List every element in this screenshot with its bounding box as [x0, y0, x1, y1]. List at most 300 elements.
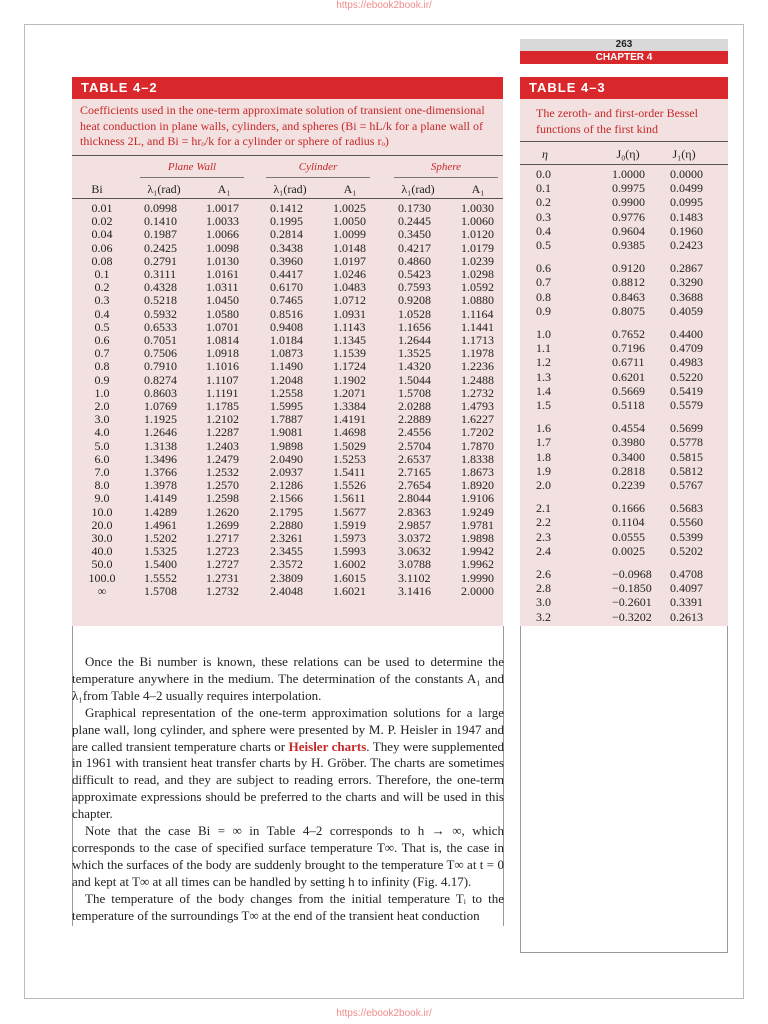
eta-cell: 0.8 [536, 289, 551, 304]
bessel-value-cell: −0.0968 [612, 567, 652, 581]
value-cell: 1.1925 [144, 412, 177, 427]
value-cell: 1.5526 [333, 478, 366, 493]
value-cell: 1.9962 [461, 557, 494, 572]
value-cell: 0.9208 [398, 293, 431, 308]
bessel-row [520, 238, 728, 252]
bessel-row [520, 195, 728, 209]
table-4-3-caption: The zeroth- and first-order Bessel functions of the first kind [536, 106, 698, 136]
bessel-value-cell: 0.4400 [670, 327, 703, 341]
bi-cell: ∞ [97, 583, 107, 598]
bi-cell: 9.0 [94, 491, 110, 506]
value-cell: 1.5973 [333, 531, 366, 545]
footer-url[interactable]: https://ebook2book.ir/ [336, 1008, 432, 1019]
value-cell: 0.2814 [270, 227, 303, 242]
eta-cell: 0.0 [536, 167, 551, 181]
value-cell: 1.2699 [206, 517, 239, 532]
value-cell: 1.9781 [461, 517, 494, 532]
bessel-row [520, 181, 728, 195]
bessel-value-cell: 0.9975 [612, 181, 645, 196]
value-cell: 2.2889 [398, 412, 431, 427]
bessel-value-cell: 0.0025 [612, 543, 645, 558]
group-rule [266, 177, 370, 178]
table-row [72, 426, 503, 439]
value-cell: 1.0311 [206, 280, 239, 295]
page-number: 263 [520, 39, 728, 51]
bessel-row [520, 567, 728, 581]
value-cell: 1.2723 [206, 544, 239, 559]
value-cell: 1.2236 [461, 359, 494, 374]
bessel-value-cell: −0.2601 [612, 595, 652, 610]
value-cell: 3.0372 [398, 531, 431, 545]
heisler-charts-term: Heisler charts [288, 738, 367, 754]
value-cell: 1.5202 [144, 531, 177, 545]
eta-cell: 2.0 [536, 478, 551, 492]
table-row [72, 466, 503, 479]
value-cell: 1.6021 [333, 583, 366, 598]
table-row [72, 413, 503, 426]
value-cell: 1.9106 [461, 491, 494, 506]
bessel-value-cell: 0.5683 [670, 501, 703, 516]
bessel-value-cell: 0.5419 [670, 383, 703, 398]
value-cell: 1.3978 [144, 478, 177, 493]
value-cell: 1.0450 [206, 293, 239, 308]
value-cell: 1.0483 [333, 280, 366, 295]
value-cell: 1.1713 [461, 333, 494, 347]
eta-cell: 2.8 [536, 581, 551, 596]
bessel-row [520, 398, 728, 412]
value-cell: 1.2598 [206, 491, 239, 506]
bessel-value-cell: 0.5767 [670, 478, 703, 492]
value-cell: 1.2488 [461, 372, 494, 387]
bessel-value-cell: 0.2867 [670, 261, 703, 276]
table-row [72, 532, 503, 545]
group-rule [140, 177, 244, 178]
value-cell: 1.0592 [461, 280, 494, 295]
bessel-value-cell: 0.6711 [612, 355, 645, 370]
value-cell: 1.1902 [333, 372, 366, 387]
value-cell: 1.2558 [270, 385, 303, 400]
value-cell: 1.3384 [333, 399, 366, 413]
value-cell: 0.6533 [144, 319, 177, 334]
eta-cell: 0.4 [536, 223, 551, 238]
col-header-lambda: λ₁(rad) [147, 182, 181, 196]
value-cell: 1.4320 [398, 359, 431, 374]
value-cell: 1.0017 [206, 201, 239, 215]
eta-cell: 0.3 [536, 209, 551, 224]
bi-cell: 0.06 [91, 240, 113, 255]
bessel-value-cell: 0.8075 [612, 303, 645, 318]
bessel-row [520, 384, 728, 398]
bessel-value-cell: 0.3980 [612, 435, 645, 450]
value-cell: 1.8920 [461, 478, 494, 493]
bi-cell: 100.0 [88, 570, 116, 585]
eta-cell: 1.8 [536, 449, 551, 464]
bessel-row [520, 370, 728, 384]
bessel-value-cell: 0.0555 [612, 529, 645, 544]
value-cell: 1.0298 [461, 267, 494, 281]
table-row [72, 479, 503, 492]
value-cell: 1.5995 [270, 399, 303, 413]
value-cell: 1.0050 [333, 214, 366, 229]
value-cell: 0.5218 [144, 293, 177, 308]
value-cell: 1.9898 [461, 531, 494, 545]
value-cell: 1.9081 [270, 425, 303, 440]
bi-cell: 3.0 [94, 412, 110, 427]
bi-cell: 6.0 [94, 451, 110, 466]
value-cell: 1.5708 [398, 385, 431, 400]
value-cell: 0.5423 [398, 267, 431, 281]
bi-cell: 0.01 [91, 201, 113, 215]
bessel-row [520, 581, 728, 595]
value-cell: 1.6227 [461, 412, 494, 427]
table-row [72, 242, 503, 255]
bessel-value-cell: 0.1666 [612, 501, 645, 516]
value-cell: 0.6170 [270, 280, 303, 295]
bessel-value-cell: 0.0499 [670, 181, 703, 196]
table-row [72, 268, 503, 281]
col-header-lambda: λ₁(rad) [401, 182, 435, 196]
bessel-value-cell: 0.3391 [670, 595, 703, 610]
table-row [72, 347, 503, 360]
paragraph-4: The temperature of the body changes from the initial temperature Tᵢ to the temperature of the surroundings T∞ at the end of the transient heat conduction [72, 890, 504, 923]
bessel-value-cell: 0.1104 [612, 515, 645, 530]
value-cell: 1.1978 [461, 346, 494, 361]
value-cell: 0.3111 [144, 267, 177, 281]
value-cell: 1.5919 [333, 517, 366, 532]
table-row [72, 585, 503, 598]
value-cell: 1.0769 [144, 399, 177, 413]
value-cell: 0.8603 [144, 385, 177, 400]
table-row [72, 281, 503, 294]
value-cell: 1.2287 [206, 425, 239, 440]
bessel-row [520, 355, 728, 369]
bessel-value-cell: 0.4708 [670, 567, 703, 581]
group-rule [394, 177, 498, 178]
bessel-value-cell: 0.5399 [670, 529, 703, 544]
value-cell: 1.6002 [333, 557, 366, 572]
value-cell: 2.9857 [398, 517, 431, 532]
bi-cell: 0.04 [91, 227, 113, 242]
eta-cell: 2.1 [536, 501, 551, 516]
bessel-value-cell: 1.0000 [612, 167, 645, 181]
bessel-row [520, 478, 728, 492]
value-cell: 1.1191 [206, 385, 239, 400]
eta-cell: 3.2 [536, 609, 551, 624]
bessel-value-cell: 0.8812 [612, 275, 645, 290]
table-4-2-header-rule [72, 198, 503, 199]
bessel-row [520, 544, 728, 558]
eta-cell: 0.5 [536, 238, 551, 252]
value-cell: 3.1416 [398, 583, 431, 598]
col-header-lambda: λ₁(rad) [273, 182, 307, 196]
bessel-row [520, 464, 728, 478]
bi-cell: 0.5 [94, 319, 110, 334]
value-cell: 1.0060 [461, 214, 494, 229]
value-cell: 1.2732 [461, 385, 494, 400]
table-row [72, 440, 503, 453]
table-row [72, 387, 503, 400]
bessel-row [520, 610, 728, 624]
bessel-value-cell: 0.0000 [670, 167, 703, 181]
value-cell: 1.0120 [461, 227, 494, 242]
value-cell: 2.3261 [270, 531, 303, 545]
table-row [72, 202, 503, 215]
bi-cell: 0.9 [94, 372, 110, 387]
value-cell: 1.5708 [144, 583, 177, 598]
table-row [72, 572, 503, 585]
bi-cell: 0.2 [94, 280, 110, 295]
bessel-value-cell: 0.5815 [670, 449, 703, 464]
eta-cell: 2.2 [536, 515, 551, 530]
header-url[interactable]: https://ebook2book.ir/ [336, 0, 432, 11]
bi-cell: 50.0 [91, 557, 113, 572]
value-cell: 0.3960 [270, 253, 303, 268]
value-cell: 1.7202 [461, 425, 494, 440]
bessel-value-cell: 0.7652 [612, 327, 645, 341]
eta-cell: 2.3 [536, 529, 551, 544]
table-row [72, 545, 503, 558]
bi-cell: 0.7 [94, 346, 110, 361]
eta-cell: 1.2 [536, 355, 551, 370]
value-cell: 1.8673 [461, 465, 494, 479]
value-cell: 1.0161 [206, 267, 239, 281]
table-row [72, 334, 503, 347]
table-row [72, 506, 503, 519]
table-row [72, 558, 503, 571]
bi-cell: 40.0 [91, 544, 113, 559]
value-cell: 1.0025 [333, 201, 366, 215]
value-cell: 1.5400 [144, 557, 177, 572]
col-header-bi: Bi [91, 182, 103, 196]
value-cell: 0.4328 [144, 280, 177, 295]
table-4-2-top-rule [72, 155, 503, 156]
value-cell: 2.5704 [398, 438, 431, 453]
bessel-row [520, 530, 728, 544]
value-cell: 0.4417 [270, 267, 303, 281]
value-cell: 1.1345 [333, 333, 366, 347]
bi-cell: 30.0 [91, 531, 113, 545]
bi-cell: 0.1 [94, 267, 110, 281]
value-cell: 0.8274 [144, 372, 177, 387]
bessel-value-cell: 0.5812 [670, 463, 703, 478]
value-cell: 1.0239 [461, 253, 494, 268]
group-cylinder: Cylinder [298, 161, 338, 173]
value-cell: 1.4289 [144, 504, 177, 519]
eta-cell: 1.4 [536, 383, 551, 398]
col-header-a1: A₁ [343, 182, 357, 196]
bessel-value-cell: 0.4983 [670, 355, 703, 370]
bessel-row [520, 450, 728, 464]
table-row [72, 519, 503, 532]
bi-cell: 8.0 [94, 478, 110, 493]
value-cell: 1.5677 [333, 504, 366, 519]
value-cell: 3.0788 [398, 557, 431, 572]
bessel-row [520, 501, 728, 515]
bessel-value-cell: 0.2613 [670, 609, 703, 624]
bi-cell: 20.0 [91, 517, 113, 532]
bessel-row [520, 421, 728, 435]
bessel-value-cell: 0.5778 [670, 435, 703, 450]
value-cell: 1.5044 [398, 372, 431, 387]
eta-cell: 1.5 [536, 398, 551, 412]
bessel-row [520, 327, 728, 341]
value-cell: 1.1656 [398, 319, 431, 334]
bi-cell: 0.08 [91, 253, 113, 268]
value-cell: 1.4698 [333, 425, 366, 440]
table-row [72, 215, 503, 228]
value-cell: 1.2731 [206, 570, 239, 585]
value-cell: 1.2048 [270, 372, 303, 387]
bessel-value-cell: 0.5560 [670, 515, 703, 530]
value-cell: 1.0931 [333, 306, 366, 321]
value-cell: 1.2620 [206, 504, 239, 519]
value-cell: 2.8363 [398, 504, 431, 519]
value-cell: 1.1143 [333, 319, 366, 334]
eta-cell: 0.1 [536, 181, 551, 196]
bessel-row [520, 290, 728, 304]
bi-cell: 0.3 [94, 293, 110, 308]
bessel-value-cell: 0.9385 [612, 238, 645, 252]
value-cell: 0.8516 [270, 306, 303, 321]
value-cell: 0.3438 [270, 240, 303, 255]
value-cell: 1.2102 [206, 412, 239, 427]
table-row [72, 255, 503, 268]
table-row [72, 308, 503, 321]
eta-cell: 3.0 [536, 595, 551, 610]
value-cell: 0.4860 [398, 253, 431, 268]
value-cell: 0.1987 [144, 227, 177, 242]
bessel-value-cell: 0.3290 [670, 275, 703, 290]
value-cell: 1.9942 [461, 544, 494, 559]
value-cell: 1.4961 [144, 517, 177, 532]
eta-cell: 1.9 [536, 463, 551, 478]
bessel-value-cell: −0.1850 [612, 581, 652, 596]
bessel-value-cell: 0.2818 [612, 463, 645, 478]
bi-cell: 2.0 [94, 399, 110, 413]
bi-cell: 0.6 [94, 333, 110, 347]
col-header-j1: J₁(η) [672, 147, 696, 161]
value-cell: 2.1286 [270, 478, 303, 493]
bessel-row [520, 224, 728, 238]
value-cell: 1.0033 [206, 214, 239, 229]
value-cell: 2.7165 [398, 465, 431, 479]
value-cell: 1.0580 [206, 306, 239, 321]
value-cell: 0.7465 [270, 293, 303, 308]
bessel-value-cell: 0.9604 [612, 223, 645, 238]
bessel-row [520, 167, 728, 181]
bessel-value-cell: 0.2423 [670, 238, 703, 252]
value-cell: 2.0937 [270, 465, 303, 479]
bessel-value-cell: 0.5118 [612, 398, 645, 412]
bi-cell: 0.02 [91, 214, 113, 229]
table-4-3-title: TABLE 4–3 [520, 77, 728, 99]
bessel-value-cell: 0.5202 [670, 543, 703, 558]
value-cell: 0.1410 [144, 214, 177, 229]
table-4-3-top-rule [520, 141, 728, 142]
value-cell: 2.3455 [270, 544, 303, 559]
value-cell: 1.5253 [333, 451, 366, 466]
value-cell: 1.3138 [144, 438, 177, 453]
value-cell: 1.0712 [333, 293, 366, 308]
value-cell: 2.4048 [270, 583, 303, 598]
chapter-label: CHAPTER 4 [520, 51, 728, 64]
table-4-2-caption: Coefficients used in the one-term approximate solution of transient one-dimensional heat conduction in plane walls, cylinders, and spheres (Bi = hL/k for a plane wall of thickness 2L, and Bi = hrₒ/k for a cylinder or sphere of radius rₒ) [80, 103, 485, 148]
value-cell: 1.1107 [206, 372, 239, 387]
col-header-eta: η [542, 147, 548, 161]
bessel-value-cell: 0.4554 [612, 421, 645, 436]
value-cell: 2.2880 [270, 517, 303, 532]
group-sphere: Sphere [430, 161, 462, 173]
value-cell: 1.0030 [461, 201, 494, 215]
value-cell: 1.1539 [333, 346, 366, 361]
bessel-value-cell: 0.8463 [612, 289, 645, 304]
value-cell: 1.5552 [144, 570, 177, 585]
eta-cell: 1.1 [536, 341, 551, 356]
bessel-value-cell: 0.1483 [670, 209, 703, 224]
bessel-row [520, 435, 728, 449]
value-cell: 2.0000 [461, 583, 494, 598]
value-cell: 1.2646 [144, 425, 177, 440]
bi-cell: 7.0 [94, 465, 110, 479]
value-cell: 1.4191 [333, 412, 366, 427]
value-cell: 1.3766 [144, 465, 177, 479]
value-cell: 1.1490 [270, 359, 303, 374]
table-row [72, 321, 503, 334]
value-cell: 2.3809 [270, 570, 303, 585]
value-cell: 2.1795 [270, 504, 303, 519]
value-cell: 1.2532 [206, 465, 239, 479]
eta-cell: 1.7 [536, 435, 551, 450]
value-cell: 1.0099 [333, 227, 366, 242]
eta-cell: 1.0 [536, 327, 551, 341]
value-cell: 1.0148 [333, 240, 366, 255]
bessel-row [520, 341, 728, 355]
table-4-3-header-rule [520, 164, 728, 165]
value-cell: 0.4217 [398, 240, 431, 255]
value-cell: 1.9898 [270, 438, 303, 453]
group-plane-wall: Plane Wall [167, 161, 217, 173]
value-cell: 0.5932 [144, 306, 177, 321]
bessel-value-cell: 0.9776 [612, 209, 645, 224]
eta-cell: 1.6 [536, 421, 551, 436]
table-4-3-lower-box [520, 626, 728, 953]
bessel-value-cell: 0.9120 [612, 261, 645, 276]
value-cell: 2.0490 [270, 451, 303, 466]
bessel-value-cell: −0.3202 [612, 609, 652, 624]
bi-cell: 5.0 [94, 438, 110, 453]
value-cell: 1.0701 [206, 319, 239, 334]
value-cell: 0.1995 [270, 214, 303, 229]
value-cell: 1.5325 [144, 544, 177, 559]
value-cell: 1.0197 [333, 253, 366, 268]
value-cell: 1.0814 [206, 333, 239, 347]
bessel-value-cell: 0.4709 [670, 341, 703, 356]
value-cell: 1.2479 [206, 451, 239, 466]
eta-cell: 0.6 [536, 261, 551, 276]
table-row [72, 492, 503, 505]
value-cell: 1.1724 [333, 359, 366, 374]
table-row [72, 228, 503, 241]
value-cell: 1.9249 [461, 504, 494, 519]
bessel-row [520, 515, 728, 529]
bessel-value-cell: 0.0995 [670, 195, 703, 210]
value-cell: 1.5029 [333, 438, 366, 453]
value-cell: 1.1785 [206, 399, 239, 413]
bi-cell: 0.8 [94, 359, 110, 374]
value-cell: 0.7593 [398, 280, 431, 295]
table-row [72, 453, 503, 466]
bessel-row [520, 210, 728, 224]
